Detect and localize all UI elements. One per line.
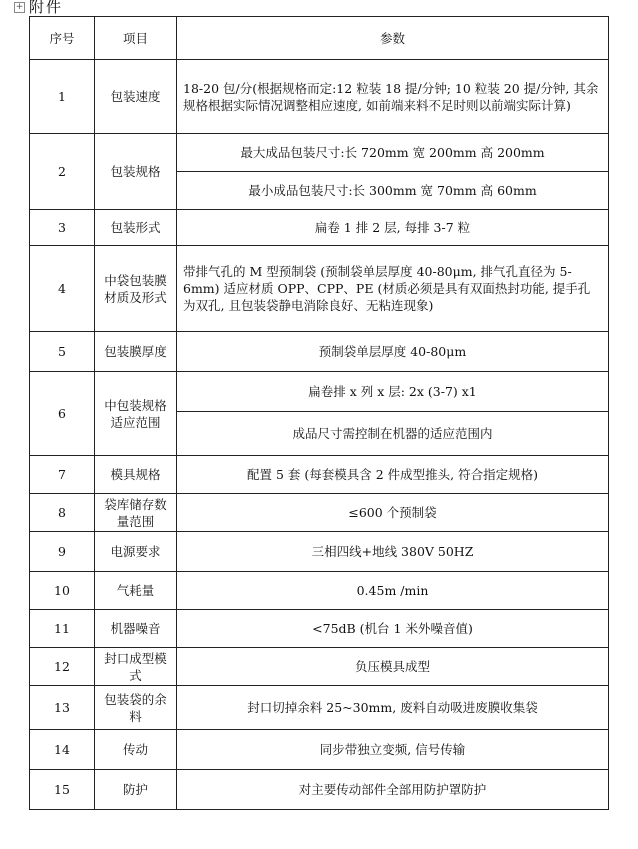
row-param: 最小成品包装尺寸:长 300mm 宽 70mm 高 60mm xyxy=(177,172,609,210)
row-item: 包装规格 xyxy=(95,134,177,210)
table-row xyxy=(30,60,609,134)
row-param: 带排气孔的 M 型预制袋 (预制袋单层厚度 40-80μm, 排气孔直径为 5-6mm) 适应材质 OPP、CPP、PE (材质必须是具有双面热封功能, 提手孔为双孔, 且包装袋静电消除良好、无粘连现象) xyxy=(177,246,609,332)
row-param: 0.45m /min xyxy=(177,572,609,610)
header-no: 序号 xyxy=(30,17,95,60)
row-param: ≤600 个预制袋 xyxy=(177,494,609,532)
row-number: 8 xyxy=(30,494,95,532)
table-row xyxy=(30,686,609,730)
row-item: 模具规格 xyxy=(95,456,177,494)
table-header-row xyxy=(30,17,609,60)
row-number: 10 xyxy=(30,572,95,610)
row-item: 电源要求 xyxy=(95,532,177,572)
row-item: 机器噪音 xyxy=(95,610,177,648)
row-param: 对主要传动部件全部用防护罩防护 xyxy=(177,770,609,810)
row-item: 传动 xyxy=(95,730,177,770)
table-row xyxy=(30,572,609,610)
row-param: 扁卷 1 排 2 层, 每排 3-7 粒 xyxy=(177,210,609,246)
row-number: 13 xyxy=(30,686,95,730)
table-row xyxy=(30,494,609,532)
row-number: 1 xyxy=(30,60,95,134)
table-row xyxy=(30,648,609,686)
table-row xyxy=(30,610,609,648)
table-row xyxy=(30,770,609,810)
document-title: 附件 xyxy=(29,0,64,16)
table-row xyxy=(30,134,609,172)
table-row xyxy=(30,210,609,246)
row-item: 中袋包装膜材质及形式 xyxy=(95,246,177,332)
row-number: 7 xyxy=(30,456,95,494)
row-item: 包装膜厚度 xyxy=(95,332,177,372)
row-item: 气耗量 xyxy=(95,572,177,610)
table-row xyxy=(30,532,609,572)
table-row xyxy=(30,246,609,332)
table-row xyxy=(30,332,609,372)
row-number: 11 xyxy=(30,610,95,648)
table-row xyxy=(30,372,609,412)
row-param: 配置 5 套 (每套模具含 2 件成型推头, 符合指定规格) xyxy=(177,456,609,494)
row-param: 预制袋单层厚度 40-80μm xyxy=(177,332,609,372)
header-item: 项目 xyxy=(95,17,177,60)
row-item: 封口成型模式 xyxy=(95,648,177,686)
row-item: 袋库储存数量范围 xyxy=(95,494,177,532)
table-move-handle-icon[interactable]: + xyxy=(15,2,24,12)
row-param: 同步带独立变频, 信号传输 xyxy=(177,730,609,770)
spec-table xyxy=(29,16,609,810)
row-number: 15 xyxy=(30,770,95,810)
row-param: 三相四线+地线 380V 50HZ xyxy=(177,532,609,572)
row-item: 中包装规格适应范围 xyxy=(95,372,177,456)
row-item: 防护 xyxy=(95,770,177,810)
row-param: <75dB (机台 1 米外噪音值) xyxy=(177,610,609,648)
row-number: 6 xyxy=(30,372,95,456)
row-number: 14 xyxy=(30,730,95,770)
table-row xyxy=(30,730,609,770)
row-item: 包装形式 xyxy=(95,210,177,246)
header-param: 参数 xyxy=(177,17,609,60)
row-param: 最大成品包装尺寸:长 720mm 宽 200mm 高 200mm xyxy=(177,134,609,172)
row-number: 12 xyxy=(30,648,95,686)
table-row xyxy=(30,456,609,494)
row-number: 9 xyxy=(30,532,95,572)
row-number: 4 xyxy=(30,246,95,332)
row-param: 扁卷排 x 列 x 层: 2x (3-7) x1 xyxy=(177,372,609,412)
row-item: 包装速度 xyxy=(95,60,177,134)
row-number: 5 xyxy=(30,332,95,372)
row-param: 封口切掉余料 25~30mm, 废料自动吸进废膜收集袋 xyxy=(177,686,609,730)
row-number: 2 xyxy=(30,134,95,210)
row-number: 3 xyxy=(30,210,95,246)
row-param: 负压模具成型 xyxy=(177,648,609,686)
row-param: 成品尺寸需控制在机器的适应范围内 xyxy=(177,412,609,456)
row-param: 18-20 包/分(根据规格而定:12 粒装 18 提/分钟; 10 粒装 20 提/分钟, 其余规格根据实际情况调整相应速度, 如前端来料不足时则以前端实际计算) xyxy=(177,60,609,134)
row-item: 包装袋的余料 xyxy=(95,686,177,730)
